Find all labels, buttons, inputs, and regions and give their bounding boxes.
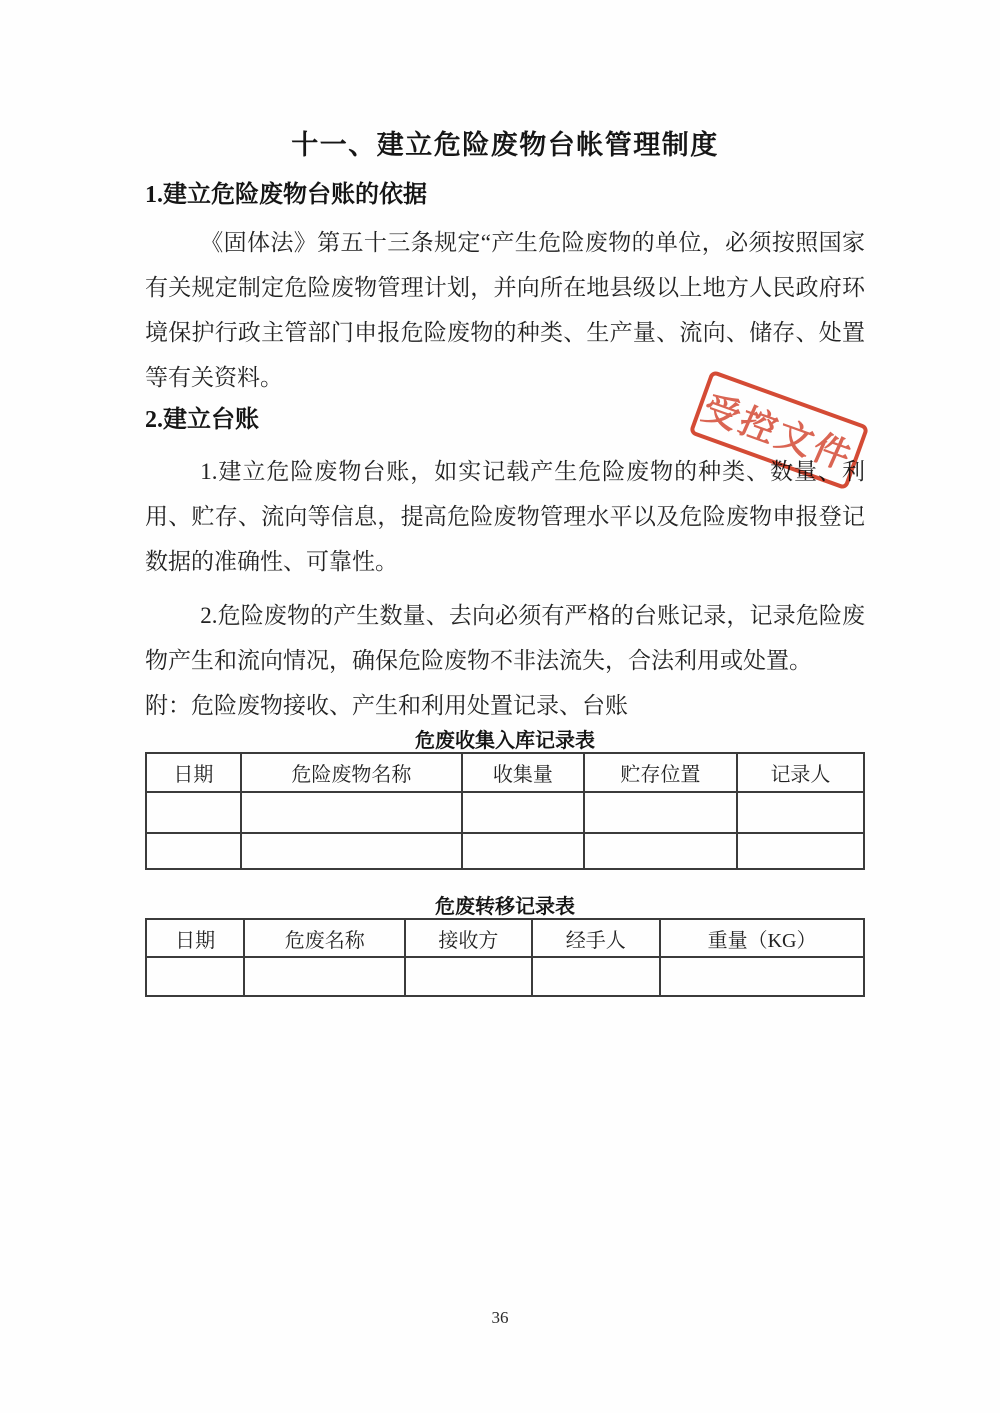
table-row xyxy=(146,833,864,869)
empty-cell xyxy=(405,957,531,996)
section-2-heading: 2.建立台账 xyxy=(145,407,259,433)
transfer-table-title: 危废转移记录表 xyxy=(435,896,575,918)
empty-cell xyxy=(462,833,584,869)
empty-cell xyxy=(244,957,405,996)
empty-cell xyxy=(584,833,737,869)
page-content xyxy=(145,0,865,997)
empty-cell xyxy=(737,792,864,833)
table-row xyxy=(146,792,864,833)
stamp-text: 受控文件 xyxy=(696,387,860,478)
section-1-paragraph: 《固体法》第五十三条规定“产生危险废物的单位，必须按照国家有关规定制定危险废物管理计划，并向所在地县级以上地方人民政府环境保护行政主管部门申报危险废物的种类、生产量、流向、储存、处置等有关资料。 xyxy=(145,230,865,390)
page-title: 十一、建立危险废物台帐管理制度 xyxy=(291,130,719,160)
col-header-recorder: 记录人 xyxy=(737,753,864,792)
col-header-collected-amount: 收集量 xyxy=(462,753,584,792)
col-header-waste-name: 危废名称 xyxy=(244,919,405,957)
attachment-note: 附：危险废物接收、产生和利用处置记录、台账 xyxy=(145,693,628,718)
empty-cell xyxy=(660,957,864,996)
page-number: 36 xyxy=(491,1308,509,1327)
table-header-row xyxy=(146,753,864,792)
empty-cell xyxy=(532,957,661,996)
col-header-receiver: 接收方 xyxy=(405,919,531,957)
empty-cell xyxy=(146,957,244,996)
empty-cell xyxy=(146,792,241,833)
section-1-heading: 1.建立危险废物台账的依据 xyxy=(145,182,427,208)
section-2-paragraph-1: 1.建立危险废物台账，如实记载产生危险废物的种类、数量、利用、贮存、流向等信息，提高危险废物管理水平以及危险废物申报登记数据的准确性、可靠性。 xyxy=(145,459,865,574)
empty-cell xyxy=(737,833,864,869)
table-row xyxy=(146,957,864,996)
table-header-row xyxy=(146,919,864,957)
collection-record-table xyxy=(145,752,865,870)
empty-cell xyxy=(241,792,462,833)
empty-cell xyxy=(462,792,584,833)
transfer-record-table xyxy=(145,918,865,997)
col-header-waste-name: 危险废物名称 xyxy=(241,753,462,792)
empty-cell xyxy=(241,833,462,869)
section-2-paragraph-2: 2.危险废物的产生数量、去向必须有严格的台账记录，记录危险废物产生和流向情况，确保危险废物不非法流失，合法利用或处置。 xyxy=(145,603,865,673)
empty-cell xyxy=(584,792,737,833)
col-header-handler: 经手人 xyxy=(532,919,661,957)
empty-cell xyxy=(146,833,241,869)
col-header-date: 日期 xyxy=(146,753,241,792)
collection-table-title: 危废收集入库记录表 xyxy=(415,730,595,752)
col-header-storage-location: 贮存位置 xyxy=(584,753,737,792)
col-header-weight-kg: 重量（KG） xyxy=(660,919,864,957)
col-header-date: 日期 xyxy=(146,919,244,957)
